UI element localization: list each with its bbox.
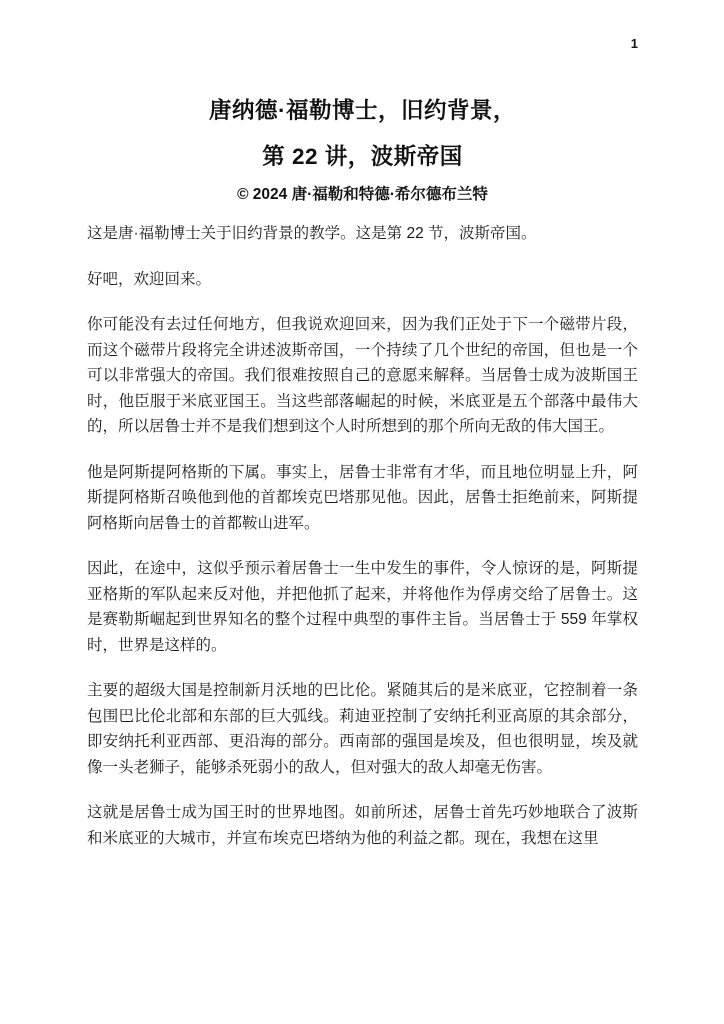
- document-title-line-2: 第 22 讲，波斯帝国: [262, 144, 463, 169]
- body-paragraph: 因此，在途中，这似乎预示着居鲁士一生中发生的事件，令人惊讶的是，阿斯提亚格斯的军队起来反对他，并把他抓了起来，并将他作为俘虏交给了居鲁士。这是赛勒斯崛起到世界知名的整个过程中典型的事件主旨。当居鲁士于 559 年掌权时，世界是这样的。: [87, 560, 638, 654]
- body-paragraph: 他是阿斯提阿格斯的下属。事实上，居鲁士非常有才华，而且地位明显上升，阿斯提阿格斯召唤他到他的首都埃克巴塔那见他。因此，居鲁士拒绝前来，阿斯提阿格斯向居鲁士的首都鞍山进军。: [87, 463, 638, 532]
- body-paragraph: 主要的超级大国是控制新月沃地的巴比伦。紧随其后的是米底亚，它控制着一条包围巴比伦北部和东部的巨大弧线。莉迪亚控制了安纳托利亚高原的其余部分，即安纳托利亚西部、更沿海的部分。西南部的强国是埃及，但也很明显，埃及就像一头老狮子，能够杀死弱小的敌人，但对强大的敌人却毫无伤害。: [87, 682, 638, 776]
- title-block: [87, 88, 638, 207]
- body-paragraph: 你可能没有去过任何地方，但我说欢迎回来，因为我们正处于下一个磁带片段，而这个磁带片段将完全讲述波斯帝国，一个持续了几个世纪的帝国，但也是一个可以非常强大的帝国。我们很难按照自己的意愿来解释。当居鲁士成为波斯国王时，他臣服于米底亚国王。当这些部落崛起的时候，米底亚是五个部落中最伟大的，所以居鲁士并不是我们想到这个人时所想到的那个所向无敌的伟大国王。: [87, 316, 638, 435]
- copyright-notice: © 2024 唐·福勒和特德·希尔德布兰特: [237, 186, 488, 203]
- body-paragraph: 这就是居鲁士成为国王时的世界地图。如前所述，居鲁士首先巧妙地联合了波斯和米底亚的大城市，并宣布埃克巴塔纳为他的利益之都。现在，我想在这里: [87, 804, 638, 847]
- body-paragraph: 这是唐·福勒博士关于旧约背景的教学。这是第 22 节，波斯帝国。: [87, 225, 537, 242]
- page-number: 1: [630, 36, 638, 51]
- document-body: [87, 221, 638, 871]
- body-paragraph: 好吧，欢迎回来。: [87, 270, 212, 288]
- document-title-line-1: 唐纳德·福勒博士，旧约背景，: [209, 98, 516, 123]
